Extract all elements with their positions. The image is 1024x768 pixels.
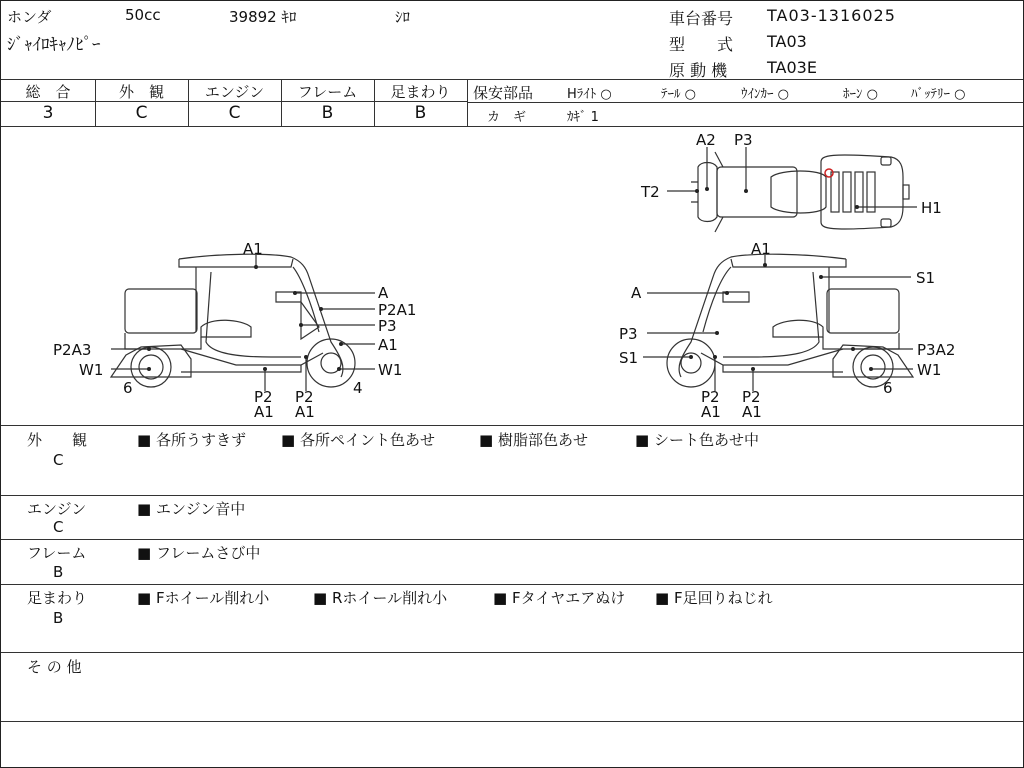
type-label: 型 式: [669, 35, 734, 54]
maker: ホンダ: [7, 8, 52, 26]
displacement: 50cc: [125, 6, 161, 24]
right-side-view-vehicle: [667, 254, 913, 387]
label-left-13: 4: [353, 379, 363, 397]
damage-diagram: [1, 127, 1023, 425]
model-name: ｼﾞｬｲﾛｷｬﾉﾋﾟｰ: [7, 35, 101, 55]
grade-suspension-value: B: [414, 103, 427, 123]
remark-item: ■ F足回りねじれ: [655, 589, 773, 607]
divider: [467, 102, 1023, 103]
grade-frame-value: B: [321, 103, 334, 123]
remark-label-exterior: 外 観: [27, 431, 88, 449]
label-left-3: P3: [378, 317, 397, 335]
remark-item: ■ 各所うすきず: [137, 431, 246, 449]
safety-item-horn: ﾎｰﾝ ○: [843, 87, 878, 102]
label-left-9: P2: [254, 388, 273, 406]
remark-label-frame: フレーム: [27, 544, 87, 562]
remark-grade-engine: C: [53, 518, 64, 536]
label-right-5: P3A2: [917, 341, 956, 359]
label-left-1: A: [378, 284, 389, 302]
engine-label: 原 動 機: [669, 61, 728, 80]
label-left-8: 6: [123, 379, 133, 397]
label-top-a2: A2: [696, 131, 716, 149]
label-left-12: A1: [295, 403, 315, 421]
grade-total-label: 総 合: [25, 83, 71, 101]
grade-total-value: 3: [42, 103, 54, 123]
chassis-label: 車台番号: [669, 9, 734, 28]
left-side-view-vehicle: [111, 254, 355, 387]
label-top-p3: P3: [734, 131, 753, 149]
divider: [1, 539, 1023, 540]
label-left-0: A1: [243, 240, 263, 258]
check-mark-icon: ○: [600, 87, 612, 102]
marker-red: [825, 169, 833, 177]
engine-value: TA03E: [767, 58, 817, 77]
divider: [1, 495, 1023, 496]
grade-engine-label: エンジン: [204, 83, 265, 101]
label-right-0: A1: [751, 240, 771, 258]
divider: [467, 79, 468, 126]
label-right-11: A1: [742, 403, 762, 421]
remark-item: ■ Fタイヤエアぬけ: [493, 589, 626, 607]
label-right-1: S1: [916, 269, 936, 287]
remark-label-engine: エンジン: [27, 500, 87, 518]
remark-item: ■ フレームさび中: [137, 544, 261, 562]
label-right-7: 6: [883, 379, 893, 397]
divider: [1, 79, 1023, 80]
divider: [1, 652, 1023, 653]
label-left-4: A1: [378, 336, 398, 354]
check-mark-icon: ○: [684, 87, 696, 102]
label-left-10: A1: [254, 403, 274, 421]
remark-item: ■ Rホイール削れ小: [313, 589, 448, 607]
divider: [1, 721, 1023, 722]
grade-engine-value: C: [228, 103, 241, 123]
label-right-6: W1: [917, 361, 942, 379]
remark-grade-frame: B: [53, 563, 64, 581]
label-right-4: S1: [619, 349, 639, 367]
check-mark-icon: ○: [866, 87, 878, 102]
label-left-7: W1: [79, 361, 104, 379]
label-top-h1: H1: [921, 199, 942, 217]
label-right-9: A1: [701, 403, 721, 421]
key-label: カ ギ: [487, 110, 527, 125]
label-left-6: P2A3: [53, 341, 92, 359]
color: ｼﾛ: [395, 8, 411, 26]
grade-frame-label: フレーム: [297, 83, 358, 101]
safety-item-headlight: Hﾗｲﾄ ○: [567, 87, 612, 102]
grade-exterior-value: C: [135, 103, 148, 123]
remark-item: ■ Fホイール削れ小: [137, 589, 270, 607]
check-mark-icon: ○: [777, 87, 789, 102]
remark-item: ■ 樹脂部色あせ: [479, 431, 588, 449]
grade-suspension-label: 足まわり: [390, 83, 451, 101]
remark-grade-suspension: B: [53, 609, 64, 627]
remark-label-suspension: 足まわり: [27, 589, 88, 607]
label-right-10: P2: [742, 388, 761, 406]
label-top-t2: T2: [641, 183, 660, 201]
label-left-2: P2A1: [378, 301, 417, 319]
label-left-5: W1: [378, 361, 403, 379]
safety-label: 保安部品: [473, 84, 534, 102]
remark-item: ■ シート色あせ中: [635, 431, 759, 449]
safety-item-battery: ﾊﾞｯﾃﾘｰ ○: [911, 87, 966, 102]
divider: [1, 584, 1023, 585]
check-mark-icon: ○: [954, 87, 966, 102]
grade-exterior-label: 外 観: [118, 83, 164, 101]
divider: [1, 425, 1023, 426]
remark-label-other: そ の 他: [27, 658, 82, 676]
remark-item: ■ 各所ペイント色あせ: [281, 431, 435, 449]
top-view-vehicle: [691, 152, 909, 232]
key-value: ｶｷﾞ 1: [567, 110, 599, 125]
safety-item-tail: ﾃｰﾙ ○: [661, 87, 696, 102]
remark-grade-exterior: C: [53, 451, 64, 469]
label-right-3: P3: [619, 325, 638, 343]
safety-item-winker: ｳｲﾝｶｰ ○: [741, 87, 789, 102]
mileage: 39892 ｷﾛ: [229, 8, 297, 26]
chassis-value: TA03-1316025: [767, 6, 896, 25]
label-left-11: P2: [295, 388, 314, 406]
remark-item: ■ エンジン音中: [137, 500, 246, 518]
label-right-2: A: [631, 284, 642, 302]
label-right-8: P2: [701, 388, 720, 406]
type-value: TA03: [767, 32, 807, 51]
